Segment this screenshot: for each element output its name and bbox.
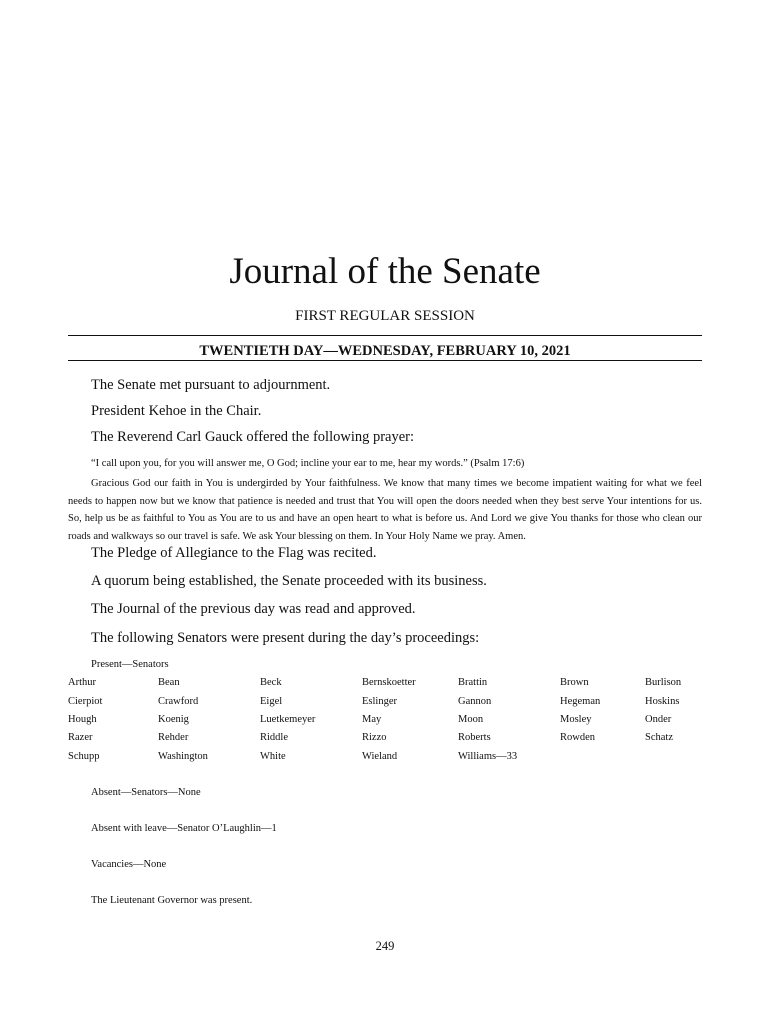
senator-name: Rehder (158, 732, 189, 743)
senator-name: Gannon (458, 696, 492, 707)
senator-name: Wieland (362, 751, 398, 762)
senator-name: Brown (560, 677, 589, 688)
session-label: FIRST REGULAR SESSION (295, 308, 475, 324)
proceeding-pledge: The Pledge of Allegiance to the Flag was recited. (91, 545, 377, 561)
opening-prayer-intro: The Reverend Carl Gauck offered the following prayer: (91, 429, 415, 445)
proceeding-senators-present: The following Senators were present during the day’s proceedings: (91, 630, 480, 646)
senator-name: Williams—33 (458, 751, 518, 762)
senator-name: Roberts (458, 732, 491, 743)
senator-name: Rizzo (362, 732, 387, 743)
senator-name: Bean (158, 677, 180, 688)
senator-name: Beck (260, 677, 282, 688)
top-rule (68, 335, 702, 336)
opening-chair: President Kehoe in the Chair. (91, 403, 262, 419)
present-senators-roster (0, 676, 770, 771)
senator-name: White (260, 751, 286, 762)
proceeding-quorum: A quorum being established, the Senate proceeded with its business. (91, 573, 487, 589)
page-number: 249 (375, 939, 395, 953)
senator-name: Eslinger (362, 696, 397, 707)
bottom-rule (68, 360, 702, 361)
opening-adjournment: The Senate met pursuant to adjournment. (91, 377, 331, 393)
senator-name: Moon (458, 714, 484, 725)
prayer-verse: “I call upon you, for you will answer me, O God; incline your ear to me, hear my words.” (Psalm 17:6) (91, 458, 525, 469)
senator-name: Luetkemeyer (260, 714, 316, 725)
lieutenant-governor-present: The Lieutenant Governor was present. (91, 895, 253, 906)
absent-with-leave: Absent with leave—Senator O’Laughlin—1 (91, 823, 277, 834)
senator-name: Razer (68, 732, 93, 743)
senator-name: Hough (68, 714, 97, 725)
senator-name: Mosley (560, 714, 592, 725)
senator-name: Koenig (158, 714, 189, 725)
senator-name: Rowden (560, 732, 595, 743)
senator-name: Bernskoetter (362, 677, 416, 688)
senator-name: Crawford (158, 696, 199, 707)
vacancies: Vacancies—None (91, 859, 167, 870)
senator-name: Eigel (260, 696, 283, 707)
journal-title: Journal of the Senate (229, 251, 541, 292)
present-label: Present—Senators (91, 659, 169, 670)
senator-name: Riddle (260, 732, 288, 743)
senator-name: Hegeman (560, 696, 601, 707)
absent-senators: Absent—Senators—None (91, 787, 201, 798)
senator-name: Brattin (458, 677, 488, 688)
proceeding-journal-approved: The Journal of the previous day was read and approved. (91, 601, 416, 617)
senator-name: Hoskins (645, 696, 680, 707)
prayer-body: Gracious God our faith in You is undergirded by Your faithfulness. We know that many times we become impatient waiting for what we feel needs to happen now but we know that patience is needed and trust that You will open the doors needed when they best serve Your intentions for us. So, help us be as faithful to You as You are to us and have an open heart to what is before us. And Lord we give You thanks for those who clean our roads and walkways so our travel is safe. We ask Your blessing on them. In Your Holy Name we pray. Amen. (68, 478, 702, 542)
senator-name: Schupp (68, 751, 100, 762)
senator-name: Arthur (68, 677, 96, 688)
senator-name: Onder (645, 714, 672, 725)
senator-name: May (362, 714, 382, 725)
day-heading: TWENTIETH DAY—WEDNESDAY, FEBRUARY 10, 2021 (199, 343, 571, 359)
senator-name: Burlison (645, 677, 682, 688)
senator-name: Cierpiot (68, 696, 103, 707)
senator-name: Washington (158, 751, 208, 762)
senator-name: Schatz (645, 732, 673, 743)
